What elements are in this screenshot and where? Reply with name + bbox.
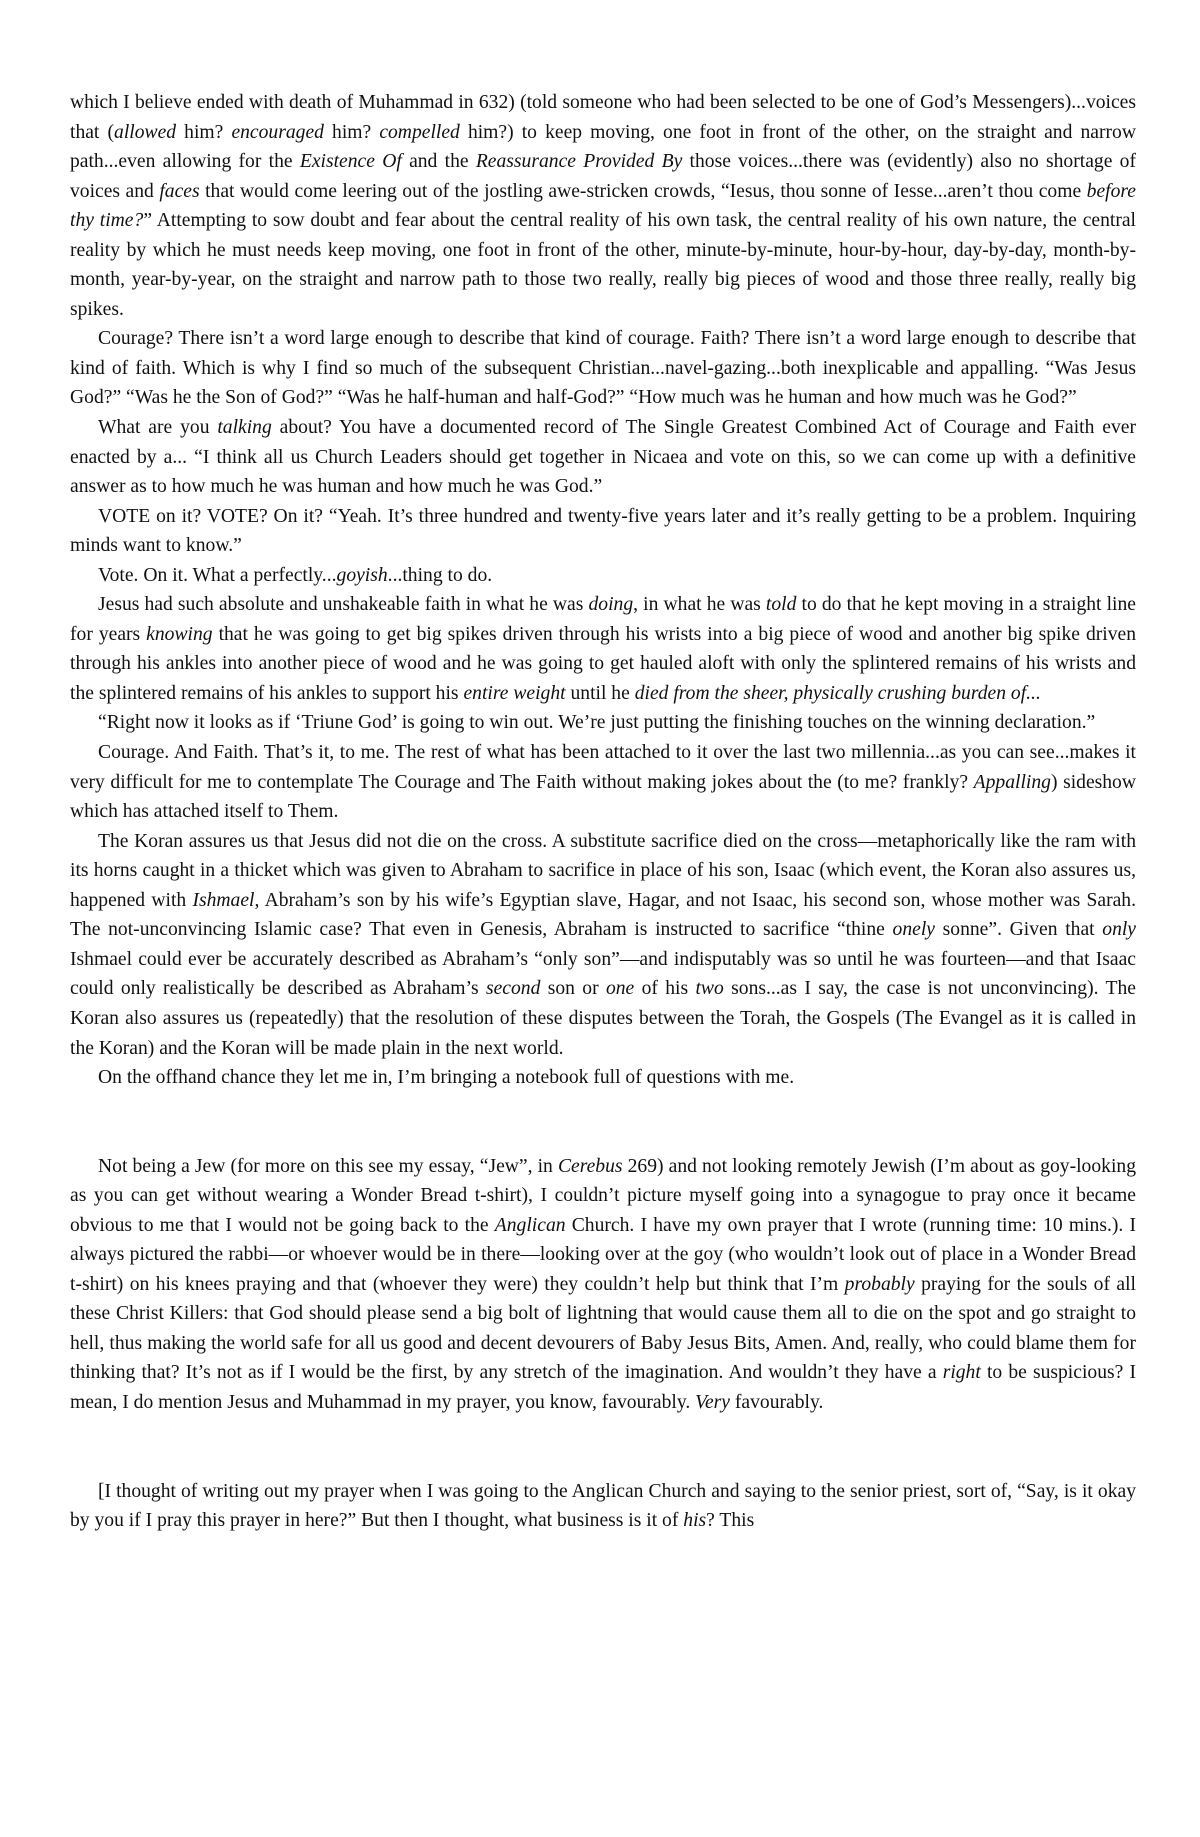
paragraph-12: [I thought of writing out my prayer when I was going to the Anglican Church and saying to the senior priest, sort of, “Say, is it okay by you if I pray this prayer in here?” But then I thought, what business is it of his? This — [70, 1480, 1136, 1532]
paragraph-1: which I believe ended with death of Muhammad in 632) (told someone who had been selected to be one of God’s Messengers)...voices that (allowed him? encouraged him? compelled him?) to keep moving, one foot in front of the other, on the straight and narrow path...even allowing for the Existence Of and the Reassurance Provided By those voices...there was (evidently) also no shortage of voices and faces that would come leering out of the jostling awe-stricken crowds, “Iesus, thou sonne of Iesse...aren’t thou come before thy time?” Attempting to sow doubt and fear about the central reality of his own task, the central reality of his own nature, the central reality by which he must needs keep moving, one foot in front of the other, minute-by-minute, hour-by-hour, day-by-day, month-by-month, year-by-year, on the straight and narrow path to those two really, really big pieces of wood and those three really, really big spikes. — [70, 92, 1136, 320]
paragraph-3: What are you talking about? You have a documented record of The Single Greatest Combined Act of Courage and Faith ever enacted by a... “I think all us Church Leaders should get together in Nicaea and vote on this, so we can come up with a definitive answer as to how much he was human and how much he was God.” — [70, 417, 1136, 498]
paragraph-8: Courage. And Faith. That’s it, to me. The rest of what has been attached to it over the last two millennia...as you can see...makes it very difficult for me to contemplate The Courage and The Faith without making jokes about the (to me? frankly? Appalling) sideshow which has attached itself to Them. — [70, 742, 1137, 823]
paragraph-6: Jesus had such absolute and unshakeable faith in what he was doing, in what he was told to do that he kept moving in a straight line for years knowing that he was going to get big spikes driven through his wrists into a big piece of wood and another big spike driven through his ankles into another piece of wood and he was going to get hauled aloft with only the splintered remains of his wrists and the splintered remains of his ankles to support his entire weight until he died from the sheer, physically crushing burden of... — [70, 594, 1137, 704]
paragraph-10: On the offhand chance they let me in, I’m bringing a notebook full of questions with me. — [98, 1067, 795, 1089]
document-page — [70, 88, 1136, 1536]
paragraph-9: The Koran assures us that Jesus did not die on the cross. A substitute sacrifice died on the cross—metaphorically like the ram with its horns caught in a thicket which was given to Abraham to sacrifice in place of his son, Isaac (which event, the Koran also assures us, happened with Ishmael, Abraham’s son by his wife’s Egyptian slave, Hagar, and not Isaac, his second son, whose mother was Sarah. The not-unconvincing Islamic case? That even in Genesis, Abraham is instructed to sacrifice “thine onely sonne”. Given that only Ishmael could ever be accurately described as Abraham’s “only son”—and indisputably was so until he was fourteen—and that Isaac could only realistically be described as Abraham’s second son or one of his two sons...as I say, the case is not unconvincing). The Koran also assures us (repeatedly) that the resolution of these disputes between the Torah, the Gospels (The Evangel as it is called in the Koran) and the Koran will be made plain in the next world. — [70, 830, 1136, 1059]
paragraph-7: “Right now it looks as if ‘Triune God’ is going to win out. We’re just putting the finishing touches on the winning declaration.” — [98, 712, 1096, 734]
paragraph-11: Not being a Jew (for more on this see my essay, “Jew”, in Cerebus 269) and not looking remotely Jewish (I’m about as goy-looking as you can get without wearing a Wonder Bread t-shirt), I couldn’t picture myself going into a synagogue to pray once it became obvious to me that I would not be going back to the Anglican Church. I have my own prayer that I wrote (running time: 10 mins.). I always pictured the rabbi—or whoever would be in there—looking over at the goy (who wouldn’t look out of place in a Wonder Bread t-shirt) on his knees praying and that (whoever they were) they couldn’t help but think that I’m probably praying for the souls of all these Christ Killers: that God should please send a big bolt of lightning that would cause them all to die on the spot and go straight to hell, thus making the world safe for all us good and decent devourers of Baby Jesus Bits, Amen. And, really, who could blame them for thinking that? It’s not as if I would be the first, by any stretch of the imagination. And wouldn’t they have a right to be suspicious? I mean, I do mention Jesus and Muhammad in my prayer, you know, favourably. Very favourably. — [70, 1155, 1136, 1413]
paragraph-2: Courage? There isn’t a word large enough to describe that kind of courage. Faith? There isn’t a word large enough to describe that kind of faith. Which is why I find so much of the subsequent Christian...navel-gazing...both inexplicable and appalling. “Was Jesus God?” “Was he the Son of God?” “Was he half-human and half-God?” “How much was he human and how much was he God?” — [70, 328, 1136, 409]
paragraph-4: VOTE on it? VOTE? On it? “Yeah. It’s three hundred and twenty-five years later and it’s really getting to be a problem. Inquiring minds want to know.” — [70, 505, 1136, 557]
paragraph-5: Vote. On it. What a perfectly...goyish...thing to do. — [98, 564, 493, 586]
